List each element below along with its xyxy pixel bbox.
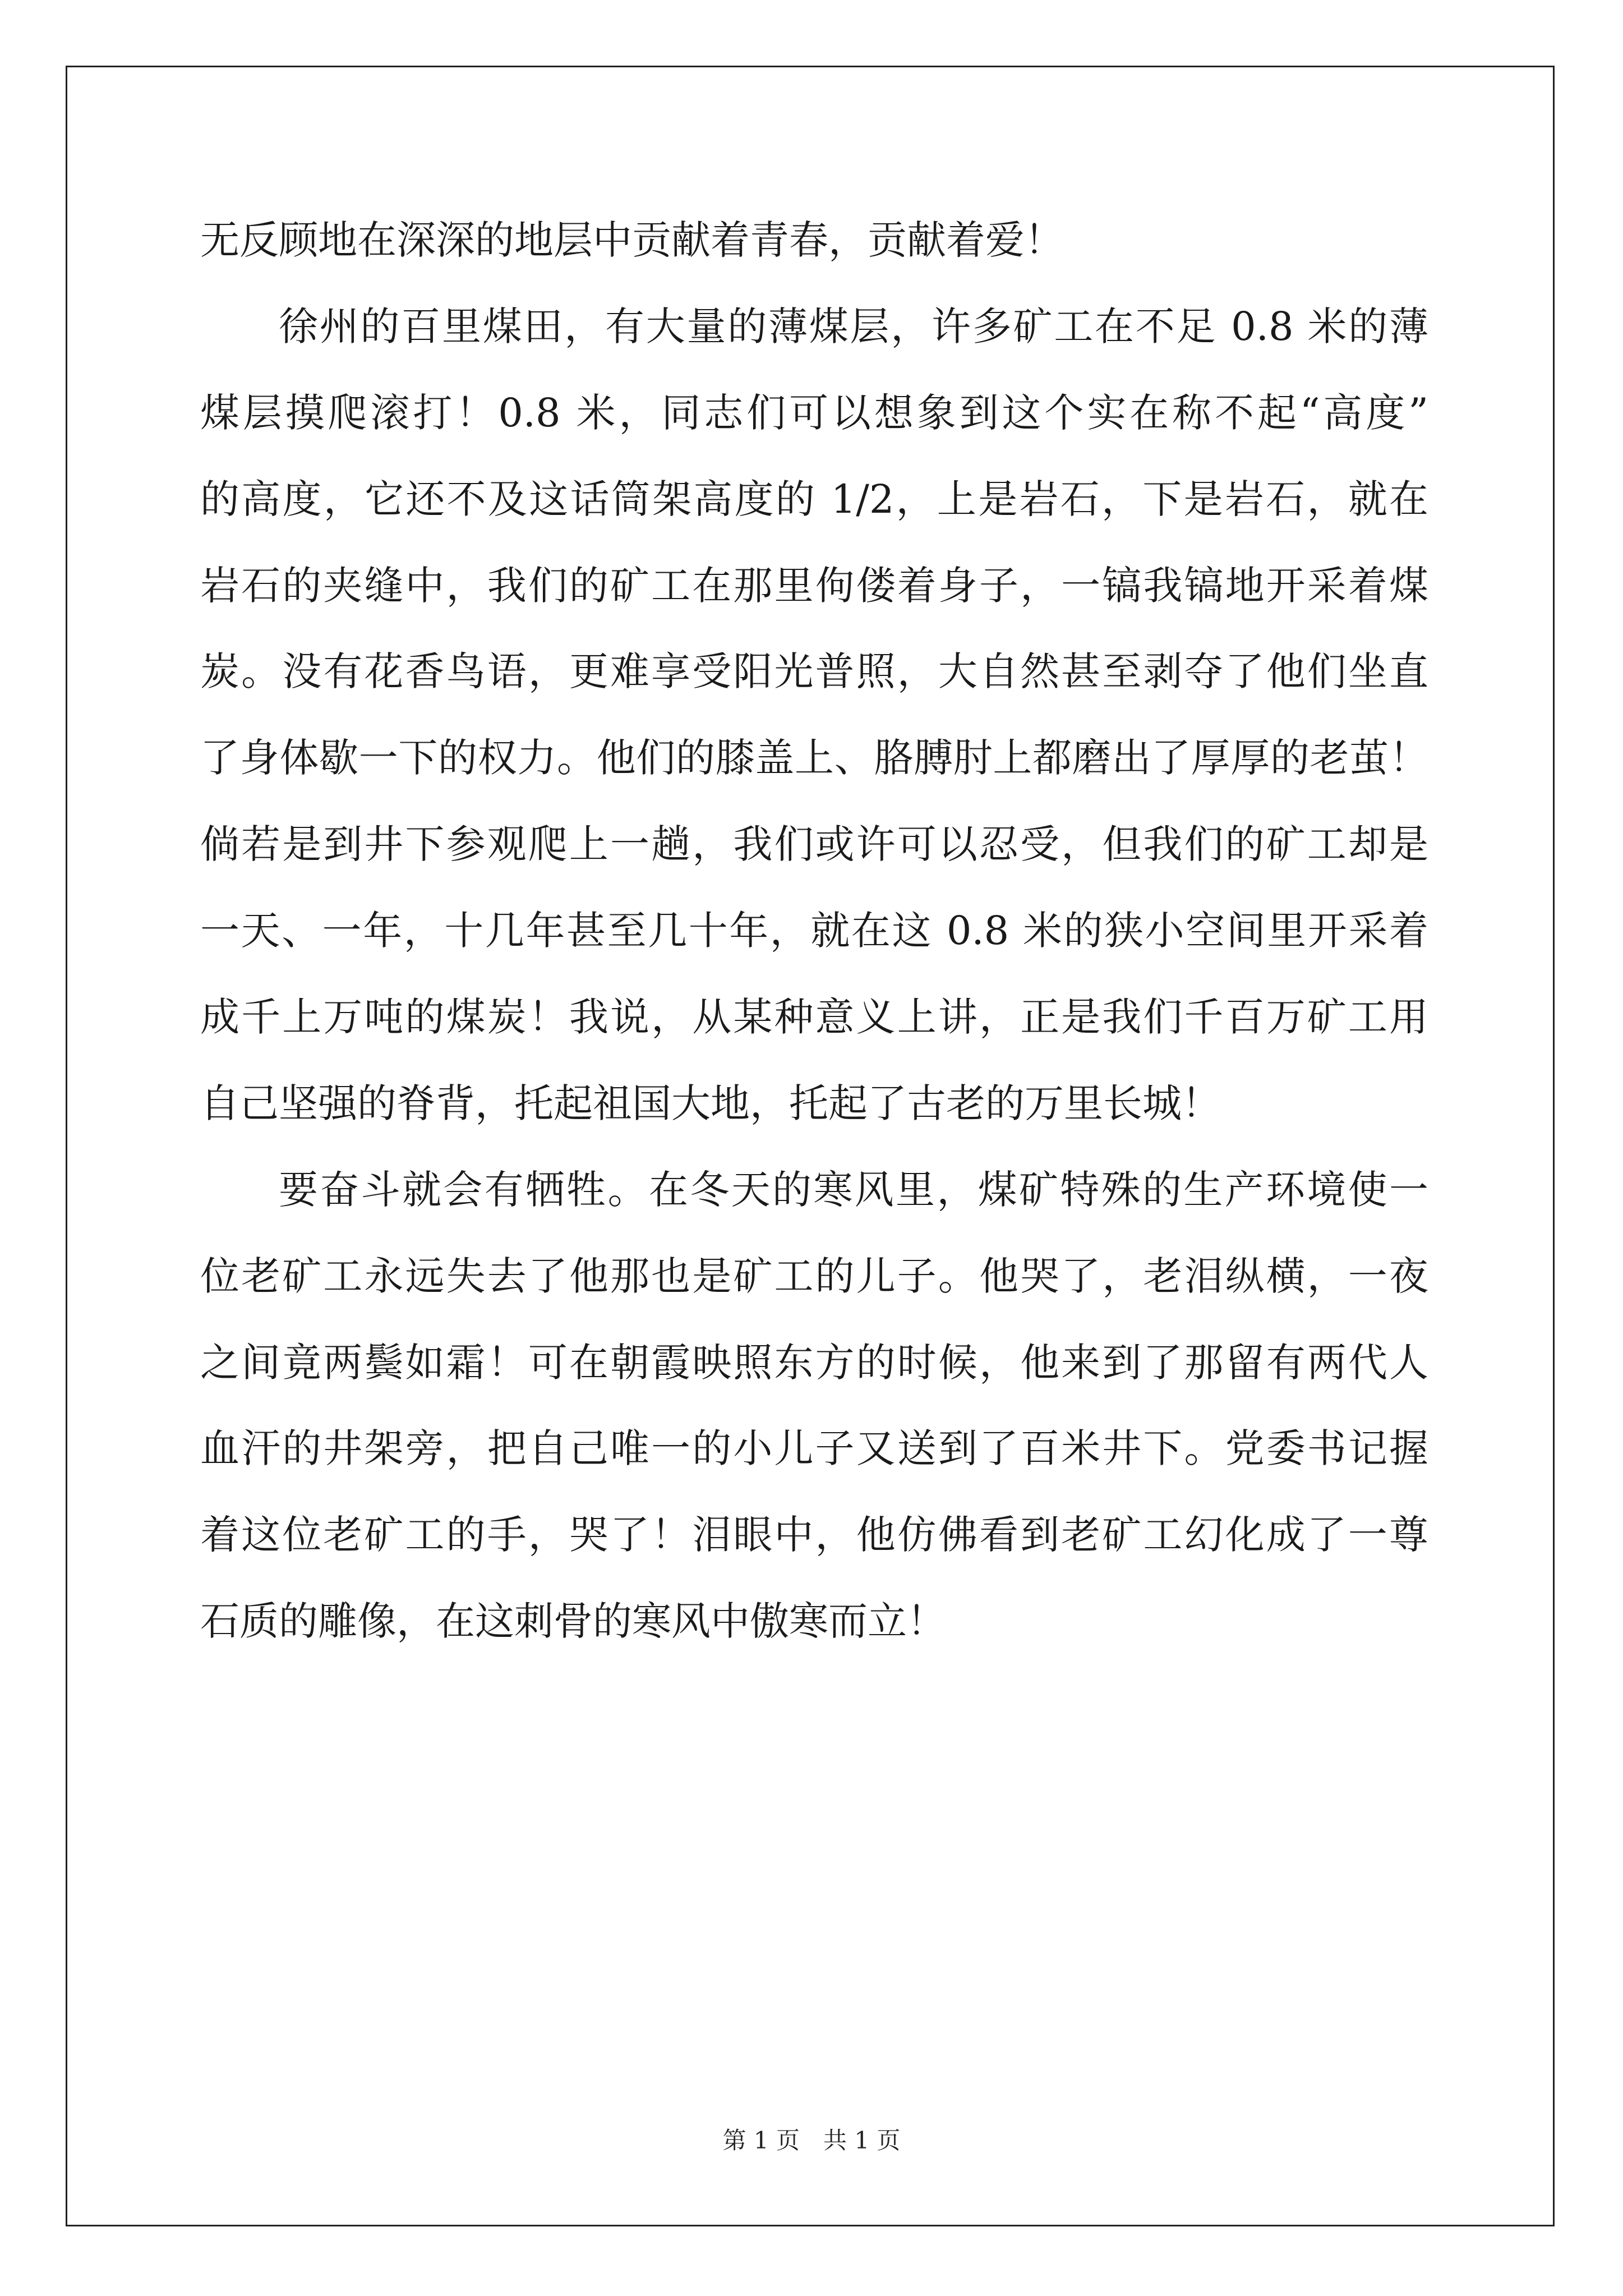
text-line: 要奋斗就会有牺牲。在冬天的寒风里，煤矿特殊的生产环境使一 <box>279 1166 1428 1213</box>
page-number-footer: 第 1 页 共 1 页 <box>722 2127 901 2154</box>
text-line: 炭。没有花香鸟语，更难享受阳光普照，大自然甚至剥夺了他们坐直 <box>200 648 1428 695</box>
text-line: 石质的雕像，在这刺骨的寒风中傲寒而立！ <box>200 1598 946 1645</box>
text-line: 倘若是到井下参观爬上一趟，我们或许可以忍受，但我们的矿工却是 <box>200 821 1428 868</box>
text-line: 血汗的井架旁，把自己唯一的小儿子又送到了百米井下。党委书记握 <box>200 1425 1428 1472</box>
text-line: 徐州的百里煤田，有大量的薄煤层，许多矿工在不足 0.8 米的薄 <box>279 303 1428 349</box>
text-line: 之间竟两鬓如霜！可在朝霞映照东方的时候，他来到了那留有两代人 <box>200 1339 1428 1386</box>
text-line: 的高度，它还不及这话筒架高度的 1/2，上是岩石，下是岩石，就在 <box>200 476 1428 522</box>
text-line: 位老矿工永远失去了他那也是矿工的儿子。他哭了，老泪纵横，一夜 <box>200 1253 1428 1299</box>
body-text <box>200 212 1428 1680</box>
text-line: 一天、一年，十几年甚至几十年，就在这 0.8 米的狭小空间里开采着 <box>200 908 1428 954</box>
text-line: 成千上万吨的煤炭！我说，从某种意义上讲，正是我们千百万矿工用 <box>200 994 1428 1041</box>
text-line: 了身体歇一下的权力。他们的膝盖上、胳膊肘上都磨出了厚厚的老茧！ <box>200 735 1428 781</box>
text-line: 岩石的夹缝中，我们的矿工在那里佝偻着身子，一镐我镐地开采着煤 <box>200 562 1428 609</box>
text-line: 着这位老矿工的手，哭了！泪眼中，他仿佛看到老矿工幻化成了一尊 <box>200 1512 1428 1558</box>
text-line: 自己坚强的脊背，托起祖国大地，托起了古老的万里长城！ <box>200 1080 1221 1126</box>
text-line: 煤层摸爬滚打！0.8 米，同志们可以想象到这个实在称不起“高度” <box>200 389 1428 436</box>
text-line: 无反顾地在深深的地层中贡献着青春，贡献着爱！ <box>200 217 1064 263</box>
